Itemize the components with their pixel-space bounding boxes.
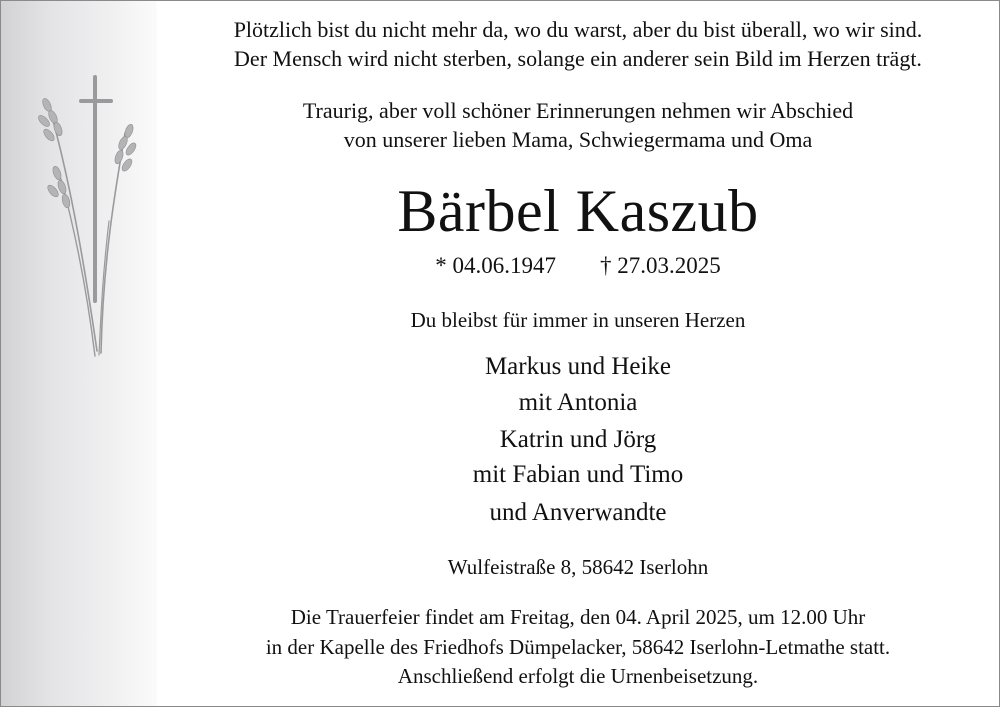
cross-and-wheat-icon	[31, 71, 141, 361]
service-line-2: in der Kapelle des Friedhofs Dümpelacker, 58642 Iserlohn-Letmathe statt.	[265, 635, 891, 659]
death-date: † 27.03.2025	[600, 253, 721, 278]
quote-line-2: Der Mensch wird nicht sterben, solange ein anderer sein Bild im Herzen trägt.	[234, 46, 922, 71]
address: Wulfeistraße 8, 58642 Iserlohn	[447, 555, 709, 579]
decorative-side-strip	[1, 1, 157, 706]
deceased-name: Bärbel Kaszub	[397, 178, 759, 244]
mourner-line: mit Fabian und Timo	[472, 461, 684, 488]
mourner-line: mit Antonia	[518, 389, 638, 416]
life-dates	[157, 253, 999, 279]
service-line-3: Anschließend erfolgt die Urnenbeisetzung.	[397, 664, 759, 688]
intro-line-2: von unserer lieben Mama, Schwiegermama und Oma	[343, 127, 813, 152]
mourner-line: und Anverwandte	[489, 499, 667, 526]
obituary-text	[157, 1, 999, 706]
birth-date: * 04.06.1947	[435, 253, 556, 278]
motto: Du bleibst für immer in unseren Herzen	[410, 308, 746, 332]
quote-line-1: Plötzlich bist du nicht mehr da, wo du warst, aber du bist überall, wo wir sind.	[233, 17, 923, 42]
mourner-line: Markus und Heike	[484, 353, 672, 380]
intro-line-1: Traurig, aber voll schöner Erinnerungen nehmen wir Abschied	[302, 98, 854, 123]
mourner-line: Katrin und Jörg	[499, 426, 657, 453]
service-line-1: Die Trauerfeier findet am Freitag, den 04. April 2025, um 12.00 Uhr	[290, 605, 866, 629]
